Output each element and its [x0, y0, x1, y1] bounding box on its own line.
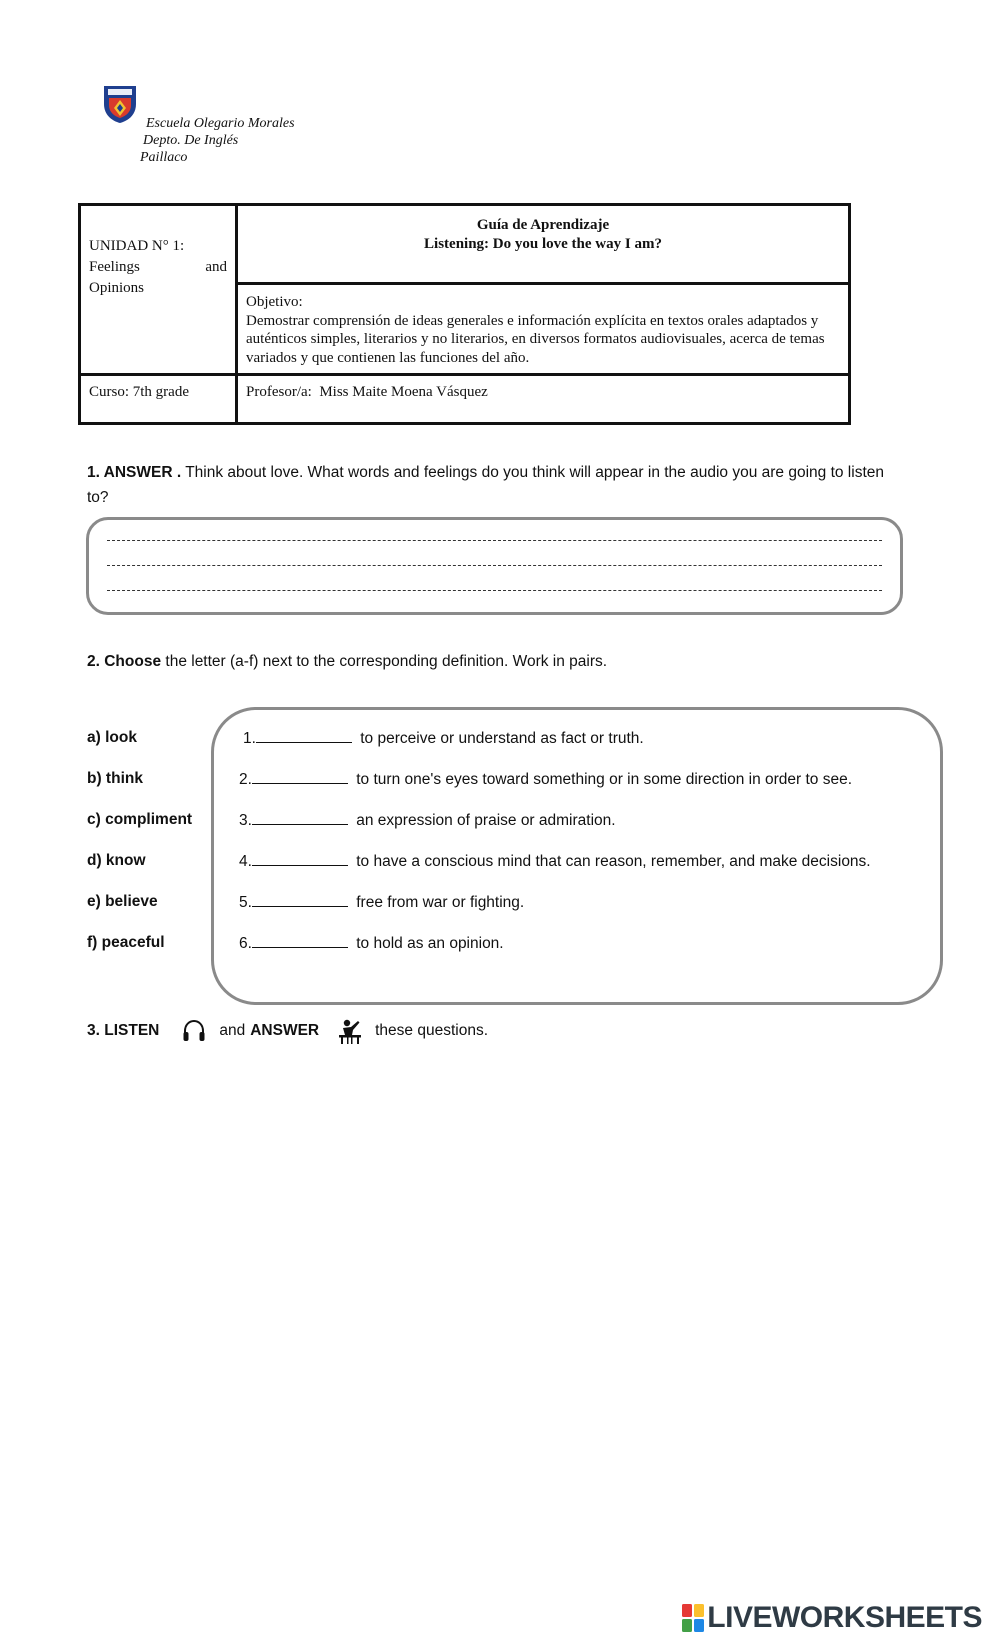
unit-name-word: Feelings: [89, 259, 140, 275]
unit-name-line: [89, 257, 227, 278]
definition-row: [239, 769, 871, 810]
guide-subtitle: Listening: Do you love the way I am?: [424, 236, 662, 252]
course-text: Curso: 7th grade: [89, 384, 189, 400]
city: Paillaco: [140, 150, 188, 165]
answer-line[interactable]: [107, 565, 882, 566]
question-3-answer-label: ANSWER: [250, 1022, 320, 1039]
definition-text: to turn one's eyes toward something or in some direction in order to see.: [356, 771, 853, 788]
word-option: a) look: [87, 729, 137, 746]
definition-number: 3.: [239, 812, 252, 829]
teacher-cell: [237, 375, 850, 424]
word-option: b) think: [87, 770, 143, 787]
school-info: [140, 115, 295, 166]
definition-number: 5.: [239, 894, 252, 911]
guide-title-cell: [237, 205, 850, 284]
question-3-listen-label: 3. LISTEN: [87, 1022, 160, 1039]
guide-info-table: [78, 203, 851, 425]
guide-title: Guía de Aprendizaje: [476, 217, 610, 233]
definition-number: 1.: [243, 730, 256, 747]
definition-text: to perceive or understand as fact or truth.: [360, 730, 644, 747]
question-1-label: 1. ANSWER .: [87, 464, 182, 481]
unit-number: UNIDAD N° 1:: [89, 238, 185, 254]
definition-number: 2.: [239, 771, 252, 788]
word-option: f) peaceful: [87, 934, 165, 951]
definition-row: [239, 892, 871, 933]
answer-blank[interactable]: [252, 933, 348, 948]
definition-row: [239, 810, 871, 851]
definition-number: 6.: [239, 935, 252, 952]
question-2-label: 2. Choose: [87, 653, 162, 670]
question-2-prompt: the letter (a-f) next to the corresponding definition. Work in pairs.: [165, 653, 608, 670]
objective-cell: [237, 284, 850, 375]
student-writing-icon: [337, 1017, 363, 1045]
liveworksheets-logo-icon: [682, 1604, 704, 1632]
department: Depto. De Inglés: [143, 133, 239, 148]
definition-text: an expression of praise or admiration.: [356, 812, 616, 829]
definitions-list: [239, 728, 871, 974]
definition-text: to have a conscious mind that can reason, remember, and make decisions.: [356, 853, 871, 870]
question-2: [87, 649, 607, 674]
answer-box[interactable]: [86, 517, 903, 615]
teacher-text: Profesor/a: Miss Maite Moena Vásquez: [246, 384, 488, 400]
school-crest-logo: [102, 84, 138, 124]
unit-name-word: and: [205, 259, 227, 275]
question-3: [87, 1017, 488, 1045]
definition-row: [239, 851, 871, 892]
definition-row: [239, 933, 871, 974]
question-1-prompt: Think about love. What words and feelings do you think will appear in the audio you are going to listen to?: [87, 464, 884, 506]
question-3-tail: these questions.: [375, 1022, 489, 1039]
question-3-and: and: [219, 1022, 246, 1039]
unit-name-word: Opinions: [89, 280, 145, 296]
question-1: [87, 460, 887, 510]
word-option: c) compliment: [87, 811, 193, 828]
answer-blank[interactable]: [252, 851, 348, 866]
word-option: d) know: [87, 852, 146, 869]
liveworksheets-wordmark: LIVEWORKSHEETS: [707, 1601, 982, 1634]
answer-blank[interactable]: [252, 769, 348, 784]
definition-text: free from war or fighting.: [356, 894, 525, 911]
definition-row: [239, 728, 871, 769]
answer-blank[interactable]: [252, 810, 348, 825]
objective-label: Objetivo:: [246, 294, 303, 310]
unit-cell: [80, 205, 237, 375]
answer-line[interactable]: [107, 540, 882, 541]
word-option: e) believe: [87, 893, 158, 910]
school-name: Escuela Olegario Morales: [146, 116, 295, 131]
liveworksheets-brand: [682, 1601, 982, 1635]
definition-number: 4.: [239, 853, 252, 870]
course-cell: [80, 375, 237, 424]
answer-blank[interactable]: [252, 892, 348, 907]
headphones-icon: [181, 1018, 207, 1044]
objective-text: Demostrar comprensión de ideas generales e información explícita en textos orales adaptados y auténticos simples, literarios y no literarios, en diversos formatos audiovisuales, acerca de temas variados y que contienen las funciones del año.: [246, 312, 825, 366]
word-list: [87, 729, 192, 975]
answer-line[interactable]: [107, 590, 882, 591]
definition-text: to hold as an opinion.: [356, 935, 504, 952]
answer-blank[interactable]: [256, 728, 352, 743]
